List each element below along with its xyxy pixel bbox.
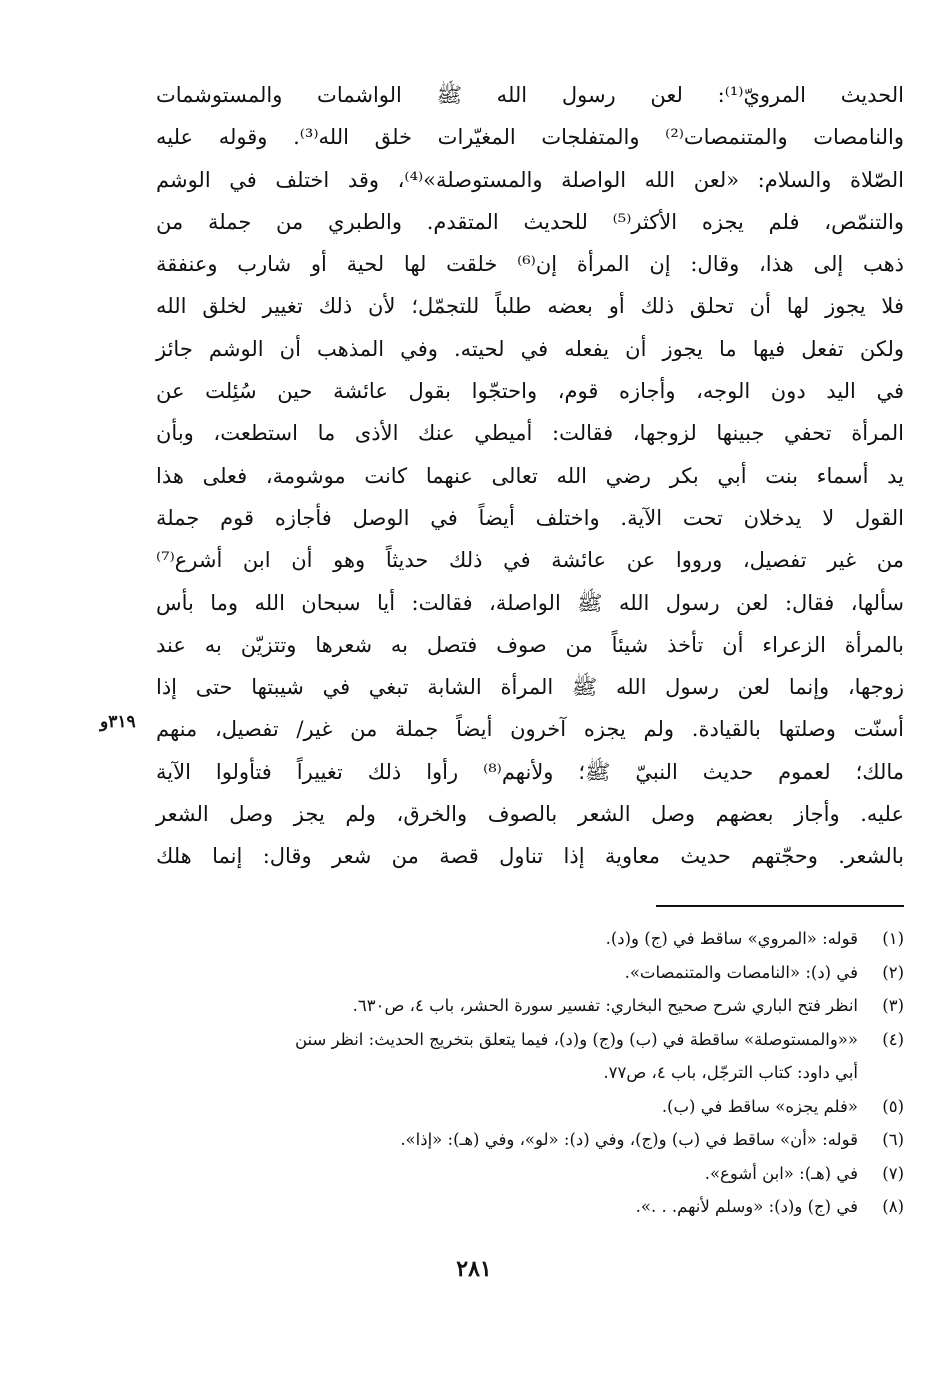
footnote-number: (٧) xyxy=(882,1163,904,1183)
text-line: القول لا يدخلان تحت الآية. واختلف أيضاً في الوصل فأجازه قوم جملة xyxy=(156,505,904,530)
footnote-item xyxy=(160,1090,904,1124)
footnote-number: (٥) xyxy=(882,1096,904,1116)
text-line: أسنّت وصلتها بالقيادة. ولم يجزه آخرون أيضاً جملة من غير/ تفصيل، منهم xyxy=(156,717,904,742)
text-line: في اليد دون الوجه، وأجازه قوم، واحتجّوا بقول عائشة حين سُئِلت عن xyxy=(156,379,904,404)
text-line: والتنمّص، فلم يجزه الأكثر⁽⁵⁾ للحديث المتقدم. والطبري من جملة من xyxy=(156,209,904,234)
manuscript-folio-marker: ٣١٩و xyxy=(100,712,136,732)
text-line: من غير تفصيل، ورووا عن عائشة في ذلك حديثاً وهو أن ابن أشرع⁽⁷⁾ xyxy=(156,548,904,573)
text-line: ذهب إلى هذا، وقال: إن المرأة إن⁽⁶⁾ خلقت لها لحية أو شارب وعنفقة xyxy=(156,252,904,277)
footnote-number: (٦) xyxy=(882,1130,904,1149)
text-line: بالشعر. وحجّتهم حديث معاوية إذا تناول قصة من شعر وقال: إنما هلك xyxy=(156,844,904,869)
footnote-number: (٤) xyxy=(882,1029,904,1049)
footnote-item xyxy=(160,989,904,1023)
text-line: سألها، فقال: لعن رسول الله ﷺ الواصلة، فقالت: أيا سبحان الله وما بأس xyxy=(156,590,904,615)
footnote-text: قوله: «المروي» ساقط في (ج) و(د). xyxy=(605,929,858,948)
footnote-number: (٢) xyxy=(882,962,904,982)
text-line: الحديث المرويّ⁽¹⁾: لعن رسول الله ﷺ الواشمات والمستوشمات xyxy=(156,83,904,107)
footnote-item xyxy=(160,1157,904,1191)
text-line: مالك؛ لعموم حديث النبيّ ﷺ؛ ولأنهم⁽⁸⁾ رأوا ذلك تغييراً فتأولوا الآية xyxy=(156,759,905,784)
footnote-item xyxy=(160,922,904,956)
text-line: بالمرأة الزعراء أن تأخذ شيئاً من صوف فتصل به شعرها وتتزيّن به عند xyxy=(156,632,904,657)
footnote-number: (١) xyxy=(882,929,904,948)
page-number: ٢٨١ xyxy=(456,1256,492,1282)
text-line: والنامصات والمتنمصات⁽²⁾ والمتفلجات المغيّرات خلق الله⁽³⁾. وقوله عليه xyxy=(156,125,905,150)
footnote-item xyxy=(160,956,904,990)
footnote-text: انظر فتح الباري شرح صحيح البخاري: تفسير سورة الحشر، باب ٤، ص٦٣٠. xyxy=(352,996,858,1015)
footnote-text: في (ج) و(د): «وسلم لأنهم. . .». xyxy=(635,1197,858,1216)
footnote-item xyxy=(160,1123,904,1157)
footnote-separator xyxy=(656,905,904,907)
footnote-text: «فلم يجزه» ساقط في (ب). xyxy=(661,1096,858,1116)
footnote-text: في (هـ): «ابن أشوع». xyxy=(704,1163,858,1183)
footnote-text: ««والمستوصلة» ساقطة في (ب) و(ج) و(د)، فيما يتعلق بتخريج الحديث: انظر سنن xyxy=(294,1029,858,1049)
text-line: يد أسماء بنت أبي بكر رضي الله تعالى عنهما كانت موشومة، فعلى هذا xyxy=(156,463,904,488)
footnote-item xyxy=(160,1190,904,1224)
text-line: الصّلاة والسلام: «لعن الله الواصلة والمستوصلة»⁽⁴⁾، وقد اختلف في الوشم xyxy=(156,167,904,192)
footnotes xyxy=(160,922,904,1224)
footnote-text: في (د): «النامصات والمتنمصات». xyxy=(624,962,858,982)
text-line: عليه. وأجاز بعضهم وصل الشعر بالصوف والخرق، ولم يجز وصل الشعر xyxy=(156,802,904,827)
footnote-item xyxy=(160,1023,904,1090)
footnote-number: (٣) xyxy=(882,996,904,1015)
footnote-number: (٨) xyxy=(882,1197,904,1216)
footnote-text: أبي داود: كتاب الترجّل، باب ٤، ص٧٧. xyxy=(603,1063,858,1082)
text-line: زوجها، وإنما لعن رسول الله ﷺ المرأة الشابة تبغي في شيبتها حتى إذا xyxy=(156,675,904,700)
main-text xyxy=(156,74,904,878)
text-line: المرأة تحفي جبينها لزوجها، فقالت: أميطي عنك الأذى ما استطعت، وبأن xyxy=(156,421,904,446)
text-line: فلا يجوز لها أن تحلق ذلك أو بعضه طلباً للتجمّل؛ لأن ذلك تغيير لخلق الله xyxy=(156,294,904,319)
text-line: ولكن تفعل فيها ما يجوز أن يفعله في لحيته. وفي المذهب أن الوشم جائز xyxy=(156,336,904,361)
footnote-text: قوله: «أن» ساقط في (ب) و(ج)، وفي (د): «لو»، وفي (هـ): «إذا». xyxy=(400,1130,858,1149)
